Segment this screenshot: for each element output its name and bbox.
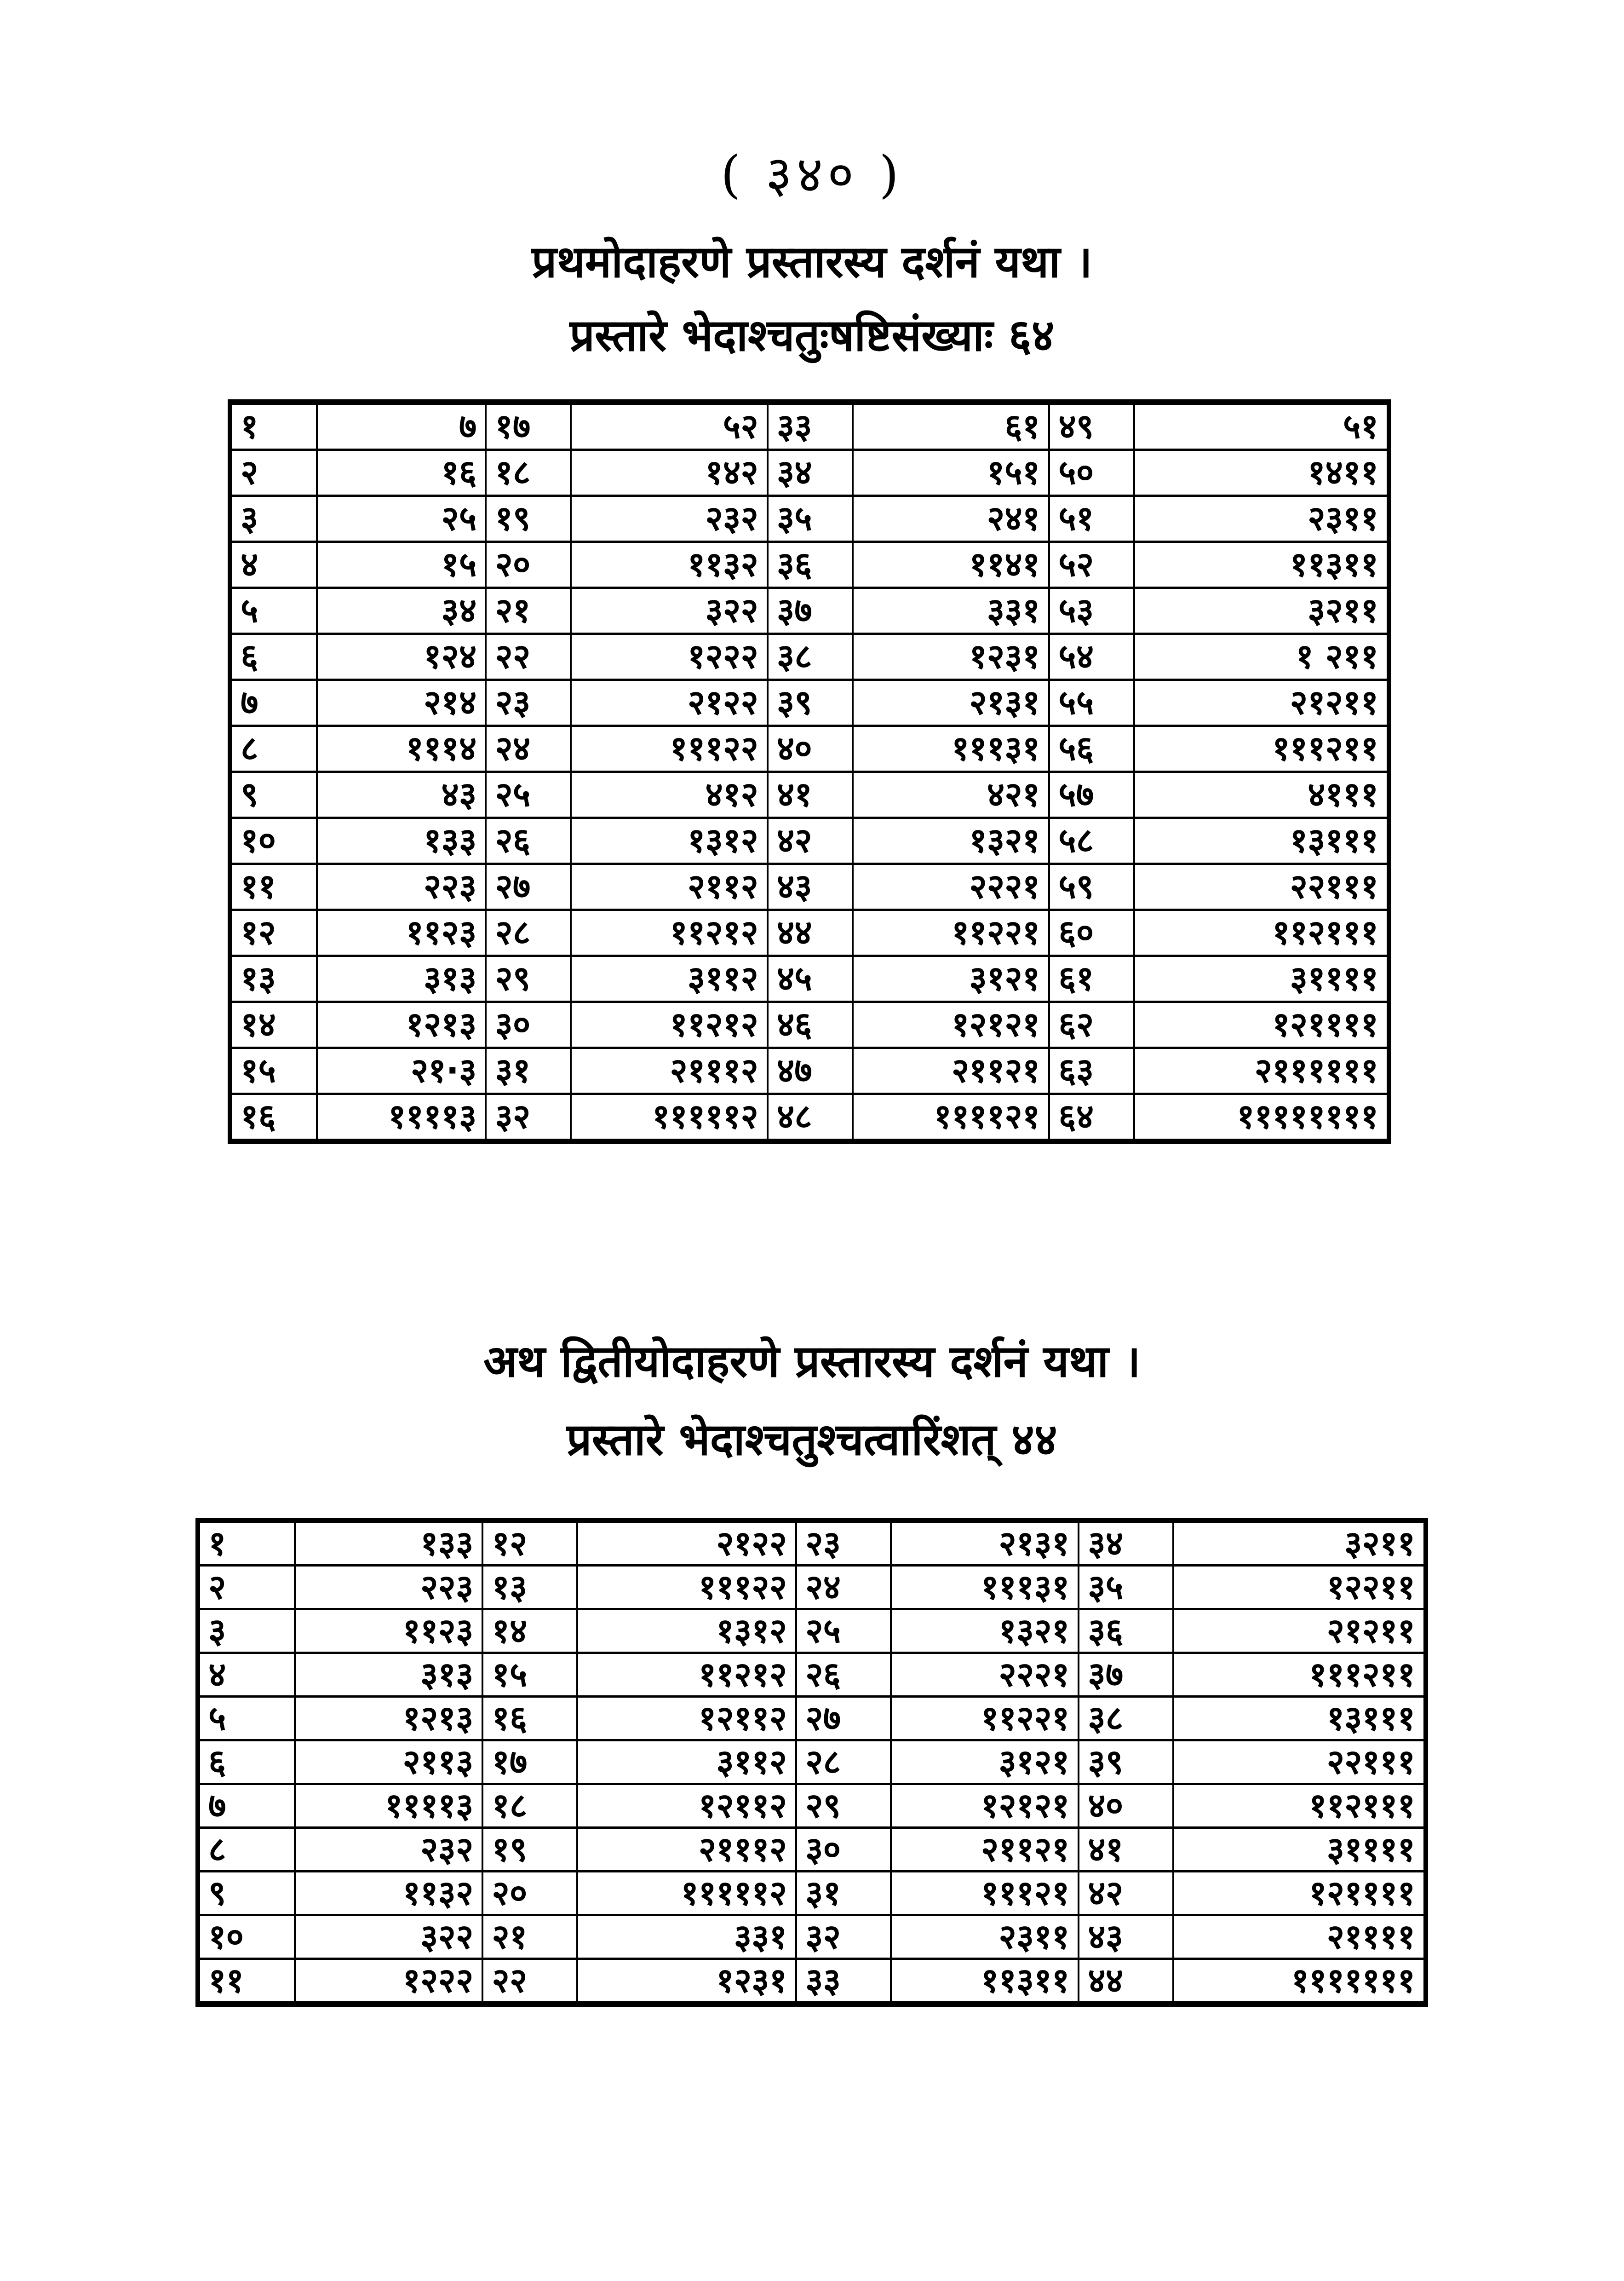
pattern-cell: २२२१	[853, 864, 1050, 910]
row-index-cell: १७	[486, 402, 571, 450]
row-index-cell: ३८	[768, 634, 853, 680]
row-index-cell: ५	[198, 1697, 295, 1740]
pattern-cell: २४१	[853, 496, 1050, 542]
pattern-cell: १२११११	[1134, 1002, 1389, 1048]
pattern-cell: २२३	[295, 1566, 483, 1609]
pattern-cell: ११११३	[295, 1784, 483, 1828]
row-index-cell: १३	[230, 956, 317, 1002]
row-index-cell: १५	[230, 1048, 317, 1094]
row-index-cell: १६	[482, 1697, 577, 1740]
pattern-cell: ३११२	[571, 956, 768, 1002]
row-index-cell: ४	[230, 542, 317, 588]
row-index-cell: ४३	[768, 864, 853, 910]
row-index-cell: ६४	[1049, 1094, 1134, 1142]
pattern-cell: ३२२	[571, 588, 768, 634]
row-index-cell: २७	[796, 1697, 891, 1740]
table-row	[198, 1959, 1426, 2005]
pattern-cell: १ २११	[1134, 634, 1389, 680]
pattern-cell: १२२११	[1173, 1566, 1426, 1609]
pattern-cell: १२२२	[295, 1959, 483, 2005]
pattern-cell: ११२२१	[891, 1697, 1079, 1740]
pattern-cell: १११२२	[571, 726, 768, 772]
table-row	[198, 1566, 1426, 1609]
pattern-cell: ४३	[317, 772, 486, 818]
row-index-cell: ५२	[1049, 542, 1134, 588]
table-row	[198, 1784, 1426, 1828]
pattern-cell: २१२११	[1173, 1609, 1426, 1653]
row-index-cell: ३९	[768, 680, 853, 726]
table-row	[230, 496, 1389, 542]
row-index-cell: ३५	[768, 496, 853, 542]
pattern-cell: २११२१	[853, 1048, 1050, 1094]
pattern-cell: २१२२	[571, 680, 768, 726]
pattern-cell: ३११११	[1173, 1828, 1426, 1872]
pattern-cell: ३१२१	[853, 956, 1050, 1002]
row-index-cell: २९	[486, 956, 571, 1002]
pattern-cell: ३२११	[1134, 588, 1389, 634]
row-index-cell: ३९	[1079, 1740, 1173, 1784]
pattern-cell: ३४	[317, 588, 486, 634]
pattern-cell: १३२१	[853, 818, 1050, 864]
row-index-cell: ३१	[796, 1872, 891, 1915]
row-index-cell: २३	[796, 1521, 891, 1566]
pattern-cell: ११२२१	[853, 910, 1050, 956]
pattern-cell: १११३१	[891, 1566, 1079, 1609]
pattern-cell: ११२१११	[1134, 910, 1389, 956]
table-row	[230, 1002, 1389, 1048]
row-index-cell: ४३	[1079, 1915, 1173, 1959]
table-row	[230, 818, 1389, 864]
table-row	[230, 1094, 1389, 1142]
row-index-cell: ४	[198, 1653, 295, 1697]
pattern-cell: १११२२	[577, 1566, 796, 1609]
pattern-cell: २११११	[1173, 1915, 1426, 1959]
pattern-cell: १२११२	[577, 1784, 796, 1828]
row-index-cell: ३२	[796, 1915, 891, 1959]
pattern-cell: २२३	[317, 864, 486, 910]
pattern-cell: ११२३	[317, 910, 486, 956]
row-index-cell: ४८	[768, 1094, 853, 1142]
row-index-cell: २२	[482, 1959, 577, 2005]
prastara-table-64	[228, 399, 1391, 1144]
pattern-cell: २३११	[1134, 496, 1389, 542]
row-index-cell: २८	[796, 1740, 891, 1784]
row-index-cell: ३५	[1079, 1566, 1173, 1609]
page-number: ( ३४० )	[720, 145, 904, 204]
table-row	[230, 634, 1389, 680]
pattern-cell: ११२१२	[571, 910, 768, 956]
row-index-cell: ३८	[1079, 1697, 1173, 1740]
row-index-cell: ३४	[768, 450, 853, 496]
row-index-cell: ९	[198, 1872, 295, 1915]
table-row	[230, 450, 1389, 496]
table-row	[198, 1521, 1426, 1566]
row-index-cell: १४	[230, 1002, 317, 1048]
row-index-cell: ५६	[1049, 726, 1134, 772]
row-index-cell: ३२	[486, 1094, 571, 1142]
table-row	[230, 864, 1389, 910]
pattern-cell: १२१३	[317, 1002, 486, 1048]
pattern-cell: १२३१	[853, 634, 1050, 680]
pattern-cell: ४१२	[571, 772, 768, 818]
row-index-cell: ४०	[768, 726, 853, 772]
row-index-cell: ६	[198, 1740, 295, 1784]
pattern-cell: १११३१	[853, 726, 1050, 772]
section1-subheading: प्रस्तारे भेदाश्चतुःषष्टिसंख्याः ६४	[569, 310, 1055, 361]
row-index-cell: १७	[482, 1740, 577, 1784]
pattern-cell: ३१३	[295, 1653, 483, 1697]
pattern-cell: १३३	[295, 1521, 483, 1566]
table-row	[230, 772, 1389, 818]
row-index-cell: २६	[486, 818, 571, 864]
pattern-cell: १२१३	[295, 1697, 483, 1740]
pattern-cell: ११४१	[853, 542, 1050, 588]
pattern-cell: ३२२	[295, 1915, 483, 1959]
table-row	[230, 542, 1389, 588]
pattern-cell: १५	[317, 542, 486, 588]
pattern-cell: १११२१	[891, 1872, 1079, 1915]
pattern-cell: २१३१	[853, 680, 1050, 726]
pattern-cell: २११२	[571, 864, 768, 910]
row-index-cell: ४५	[768, 956, 853, 1002]
table-row	[230, 1048, 1389, 1094]
pattern-cell: २३२	[295, 1828, 483, 1872]
pattern-cell: ११३११	[1134, 542, 1389, 588]
pattern-cell: १४२	[571, 450, 768, 496]
pattern-cell: १२३१	[577, 1959, 796, 2005]
pattern-cell: ३२११	[1173, 1521, 1426, 1566]
table-row	[198, 1697, 1426, 1740]
pattern-cell: २१२११	[1134, 680, 1389, 726]
row-index-cell: २१	[482, 1915, 577, 1959]
pattern-cell: २१·३	[317, 1048, 486, 1094]
pattern-cell: १११११२	[571, 1094, 768, 1142]
row-index-cell: २९	[796, 1784, 891, 1828]
prastara-table-44	[195, 1518, 1428, 2007]
row-index-cell: ४२	[1079, 1872, 1173, 1915]
table-row	[230, 956, 1389, 1002]
table-row	[198, 1872, 1426, 1915]
pattern-cell: २२२१	[891, 1653, 1079, 1697]
row-index-cell: ३१	[486, 1048, 571, 1094]
row-index-cell: ५०	[1049, 450, 1134, 496]
pattern-cell: २२१११	[1134, 864, 1389, 910]
row-index-cell: ४१	[1079, 1828, 1173, 1872]
table-row	[198, 1828, 1426, 1872]
row-index-cell: ८	[198, 1828, 295, 1872]
row-index-cell: १५	[482, 1653, 577, 1697]
pattern-cell: १३१११	[1173, 1697, 1426, 1740]
row-index-cell: ३४	[1079, 1521, 1173, 1566]
table-row	[230, 910, 1389, 956]
pattern-cell: ११२३	[295, 1609, 483, 1653]
pattern-cell: १४११	[1134, 450, 1389, 496]
row-index-cell: ३७	[1079, 1653, 1173, 1697]
row-index-cell: २१	[486, 588, 571, 634]
pattern-cell: २११३	[295, 1740, 483, 1784]
row-index-cell: ३	[230, 496, 317, 542]
table-row	[230, 680, 1389, 726]
row-index-cell: १२	[230, 910, 317, 956]
row-index-cell: २३	[486, 680, 571, 726]
row-index-cell: ४९	[1049, 402, 1134, 450]
row-index-cell: १	[230, 402, 317, 450]
row-index-cell: १	[198, 1521, 295, 1566]
row-index-cell: १८	[482, 1784, 577, 1828]
row-index-cell: २	[230, 450, 317, 496]
row-index-cell: ३०	[486, 1002, 571, 1048]
pattern-cell: ३३१	[853, 588, 1050, 634]
pattern-cell: ११२१२	[577, 1653, 796, 1697]
table-row	[198, 1609, 1426, 1653]
pattern-cell: १३१२	[577, 1609, 796, 1653]
row-index-cell: ३७	[768, 588, 853, 634]
row-index-cell: १०	[198, 1915, 295, 1959]
row-index-cell: २५	[796, 1609, 891, 1653]
pattern-cell: ११११३	[317, 1094, 486, 1142]
row-index-cell: २२	[486, 634, 571, 680]
section2-heading: अथ द्वितीयोदाहरणे प्रस्तारस्य दर्शनं यथा ।	[483, 1336, 1141, 1387]
row-index-cell: २७	[486, 864, 571, 910]
pattern-cell: २१२२	[577, 1521, 796, 1566]
row-index-cell: ८	[230, 726, 317, 772]
row-index-cell: ४७	[768, 1048, 853, 1094]
row-index-cell: ३०	[796, 1828, 891, 1872]
table-row	[230, 402, 1389, 450]
row-index-cell: ४१	[768, 772, 853, 818]
pattern-cell: १३३	[317, 818, 486, 864]
pattern-cell: १११२११	[1134, 726, 1389, 772]
pattern-cell: १११४	[317, 726, 486, 772]
table-row	[198, 1915, 1426, 1959]
pattern-cell: १११११२	[577, 1872, 796, 1915]
table-row	[198, 1740, 1426, 1784]
pattern-cell: ११११११११	[1237, 1097, 1378, 1136]
table-row	[198, 1653, 1426, 1697]
row-index-cell: ७	[230, 680, 317, 726]
pattern-cell: ३१२१	[891, 1740, 1079, 1784]
row-index-cell: १६	[230, 1094, 317, 1142]
row-index-cell: १४	[482, 1609, 577, 1653]
row-index-cell: १०	[230, 818, 317, 864]
row-index-cell: ५८	[1049, 818, 1134, 864]
pattern-cell: ११३११	[891, 1959, 1079, 2005]
pattern-cell: २१११२	[577, 1828, 796, 1872]
pattern-cell: १३१२	[571, 818, 768, 864]
row-index-cell: २	[198, 1566, 295, 1609]
row-index-cell: ११	[230, 864, 317, 910]
row-index-cell: २४	[796, 1566, 891, 1609]
pattern-cell: ११३२	[571, 542, 768, 588]
pattern-cell: ११२१११	[1173, 1784, 1426, 1828]
pattern-cell: ३११२	[577, 1740, 796, 1784]
row-index-cell: ५३	[1049, 588, 1134, 634]
pattern-cell: ११२१२	[571, 1002, 768, 1048]
row-index-cell: २५	[486, 772, 571, 818]
row-index-cell: ११	[198, 1959, 295, 2005]
row-index-cell: ३	[198, 1609, 295, 1653]
pattern-cell: ११३२	[295, 1872, 483, 1915]
row-index-cell: २०	[486, 542, 571, 588]
pattern-cell: २१४	[317, 680, 486, 726]
pattern-cell: ७	[317, 402, 486, 450]
pattern-cell: ३१३	[317, 956, 486, 1002]
pattern-cell: १३२१	[891, 1609, 1079, 1653]
row-index-cell: २८	[486, 910, 571, 956]
pattern-cell: ५१	[1134, 402, 1389, 450]
pattern-cell: ३११११	[1134, 956, 1389, 1002]
row-index-cell: २०	[482, 1872, 577, 1915]
pattern-cell: ११११२१	[853, 1094, 1050, 1142]
pattern-cell: २११२१	[891, 1828, 1079, 1872]
row-index-cell: ६	[230, 634, 317, 680]
pattern-cell: २३२	[571, 496, 768, 542]
pattern-cell: २३११	[891, 1915, 1079, 1959]
pattern-cell: २१३१	[891, 1521, 1079, 1566]
row-index-cell: १९	[482, 1828, 577, 1872]
pattern-cell: १२१२१	[853, 1002, 1050, 1048]
row-index-cell: २४	[486, 726, 571, 772]
row-index-cell: ३३	[796, 1959, 891, 2005]
row-index-cell: ७	[198, 1784, 295, 1828]
section2-subheading: प्रस्तारे भेदाश्चतुश्चत्वारिंशत् ४४	[567, 1414, 1057, 1465]
row-index-cell: ५४	[1049, 634, 1134, 680]
table-row	[230, 726, 1389, 772]
pattern-cell: १११११११	[1291, 1961, 1415, 2000]
pattern-cell: १२१२१	[891, 1784, 1079, 1828]
pattern-cell: ३३१	[577, 1915, 796, 1959]
pattern-cell: १२४	[317, 634, 486, 680]
row-index-cell: ५१	[1049, 496, 1134, 542]
row-index-cell: ४२	[768, 818, 853, 864]
pattern-cell: १११२११	[1173, 1653, 1426, 1697]
row-index-cell: ३३	[768, 402, 853, 450]
pattern-cell: १५१	[853, 450, 1050, 496]
row-index-cell: ४४	[1079, 1959, 1173, 2005]
row-index-cell: १९	[486, 496, 571, 542]
pattern-cell: २११११११	[1134, 1048, 1389, 1094]
pattern-cell: २२१११	[1173, 1740, 1426, 1784]
row-index-cell: ९	[230, 772, 317, 818]
pattern-cell: २१११२	[571, 1048, 768, 1094]
row-index-cell: १३	[482, 1566, 577, 1609]
section1-heading: प्रथमोदाहरणे प्रस्तारस्य दर्शनं यथा ।	[531, 236, 1093, 288]
row-index-cell: १८	[486, 450, 571, 496]
pattern-cell: १६	[317, 450, 486, 496]
pattern-cell: १२११२	[577, 1697, 796, 1740]
pattern-cell: ४२१	[853, 772, 1050, 818]
pattern-cell: ४१११	[1134, 772, 1389, 818]
row-index-cell: २६	[796, 1653, 891, 1697]
row-index-cell: ५७	[1049, 772, 1134, 818]
row-index-cell: ६२	[1049, 1002, 1134, 1048]
pattern-cell: १२११११	[1173, 1872, 1426, 1915]
row-index-cell: ५५	[1049, 680, 1134, 726]
row-index-cell: ६०	[1049, 910, 1134, 956]
pattern-cell: १३१११	[1134, 818, 1389, 864]
pattern-cell: २५	[317, 496, 486, 542]
pattern-cell: १२२२	[571, 634, 768, 680]
table-row	[230, 588, 1389, 634]
pattern-cell: ६१	[853, 402, 1050, 450]
row-index-cell: १२	[482, 1521, 577, 1566]
row-index-cell: ५९	[1049, 864, 1134, 910]
row-index-cell: ५	[230, 588, 317, 634]
row-index-cell: ४४	[768, 910, 853, 956]
row-index-cell: ६१	[1049, 956, 1134, 1002]
pattern-cell: ५२	[571, 402, 768, 450]
row-index-cell: ३६	[1079, 1609, 1173, 1653]
row-index-cell: ६३	[1049, 1048, 1134, 1094]
row-index-cell: ३६	[768, 542, 853, 588]
row-index-cell: ४६	[768, 1002, 853, 1048]
row-index-cell: ४०	[1079, 1784, 1173, 1828]
